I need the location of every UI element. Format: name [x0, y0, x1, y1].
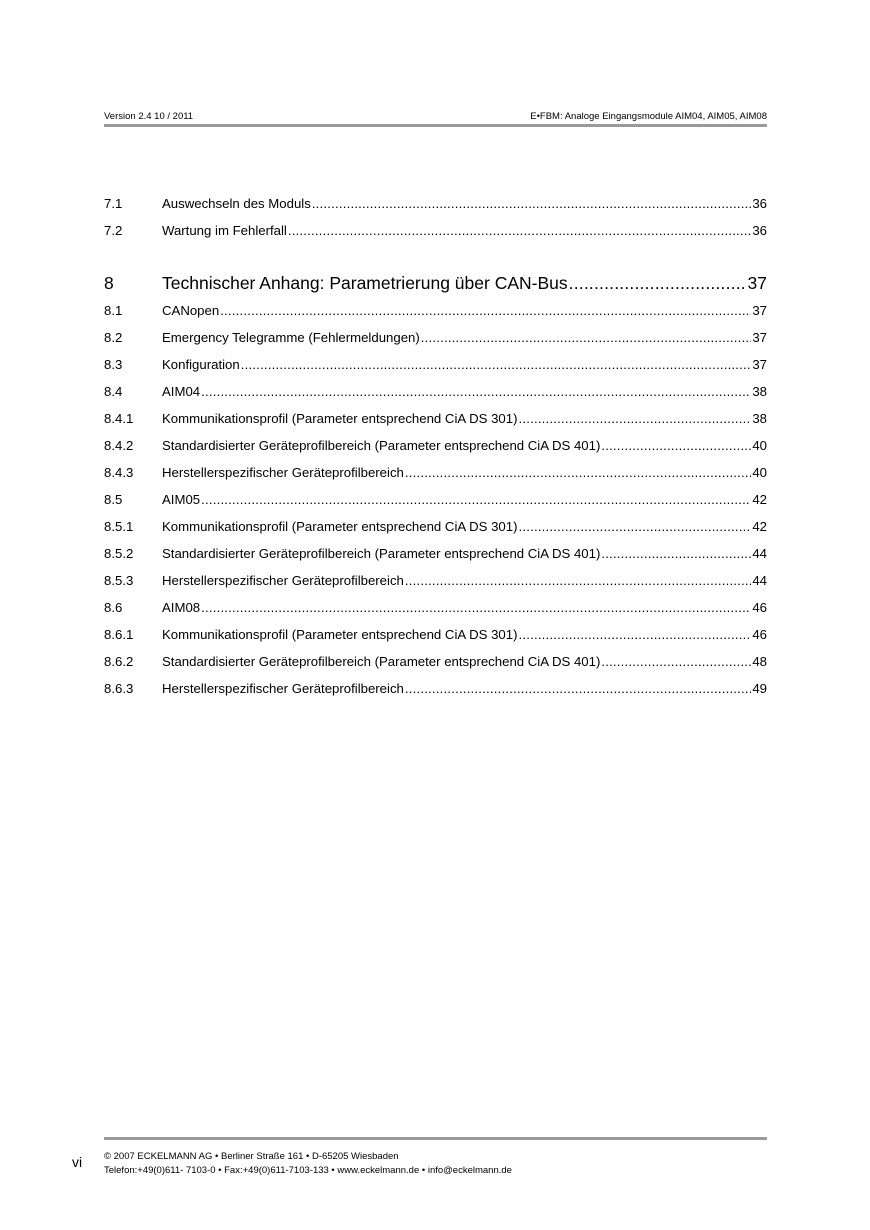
toc-entry-page: 42: [752, 492, 767, 507]
toc-entry-8-4-3[interactable]: [104, 464, 767, 482]
toc-entry-number: 7.1: [104, 196, 123, 211]
footer-rule: [104, 1137, 767, 1140]
dot-leader: [519, 518, 752, 536]
dot-leader: [405, 572, 751, 590]
toc-entry-title: CANopen: [162, 303, 220, 318]
page-number: vi: [72, 1154, 83, 1170]
dot-leader: [601, 653, 751, 671]
toc-entry-7-1[interactable]: [104, 195, 767, 213]
toc-entry-number: 8.1: [104, 303, 123, 318]
toc-entry-number: 8.5.3: [104, 573, 134, 588]
dot-leader: [421, 329, 752, 347]
toc-entry-number: 8.2: [104, 330, 123, 345]
toc-entry-number: 8.5.1: [104, 519, 134, 534]
toc-entry-page: 37: [747, 273, 767, 293]
toc-entry-page: 37: [752, 303, 767, 318]
toc-entry-number: 8: [104, 273, 114, 293]
dot-leader: [220, 302, 751, 320]
toc-entry-title: Auswechseln des Moduls: [162, 196, 311, 211]
toc-entry-number: 8.3: [104, 357, 123, 372]
toc-entry-number: 8.4.2: [104, 438, 134, 453]
toc-entry-number: 8.5: [104, 492, 123, 507]
toc-entry-page: 36: [752, 223, 767, 238]
toc-entry-8-6-2[interactable]: [104, 653, 767, 671]
header-version: Version 2.4 10 / 2011: [104, 111, 194, 122]
toc-entry-title: Kommunikationsprofil (Parameter entsprechend CiA DS 301): [162, 519, 518, 534]
toc-entry-number: 8.4.3: [104, 465, 134, 480]
dot-leader: [601, 545, 751, 563]
toc-entry-page: 46: [752, 600, 767, 615]
dot-leader: [201, 599, 751, 617]
header-document-title: E•FBM: Analoge Eingangsmodule AIM04, AIM05, AIM08: [530, 111, 767, 122]
toc-entry-8-1[interactable]: [104, 302, 767, 320]
footer-contact: Telefon:+49(0)611- 7103-0 • Fax:+49(0)611-7103-133 • www.eckelmann.de • info@eckelmann.de: [104, 1165, 512, 1176]
dot-leader: [519, 410, 752, 428]
toc-entry-number: 8.6.3: [104, 681, 134, 696]
toc-entry-8-5-2[interactable]: [104, 545, 767, 563]
toc-entry-title: Herstellerspezifischer Geräteprofilbereich: [162, 573, 404, 588]
toc-entry-page: 49: [752, 681, 767, 696]
toc-entry-page: 40: [752, 465, 767, 480]
toc-entry-title: Standardisierter Geräteprofilbereich (Parameter entsprechend CiA DS 401): [162, 546, 601, 561]
toc-entry-7-2[interactable]: [104, 222, 767, 240]
toc-entry-page: 38: [752, 384, 767, 399]
toc-entry-8-4-2[interactable]: [104, 437, 767, 455]
toc-entry-8-4[interactable]: [104, 383, 767, 401]
toc-entry-8-5-3[interactable]: [104, 572, 767, 590]
toc-entry-title: AIM04: [162, 384, 201, 399]
toc-entry-page: 40: [752, 438, 767, 453]
toc-entry-title: Herstellerspezifischer Geräteprofilbereich: [162, 681, 404, 696]
toc-entry-title: Emergency Telegramme (Fehlermeldungen): [162, 330, 420, 345]
page-header: [104, 111, 767, 122]
header-rule: [104, 124, 767, 127]
toc-entry-8-4-1[interactable]: [104, 410, 767, 428]
dot-leader: [569, 271, 747, 295]
toc-entry-title: Kommunikationsprofil (Parameter entsprechend CiA DS 301): [162, 411, 518, 426]
toc-entry-8-3[interactable]: [104, 356, 767, 374]
dot-leader: [201, 383, 751, 401]
toc-entry-page: 38: [752, 411, 767, 426]
toc-entry-number: 8.6.2: [104, 654, 134, 669]
toc-entry-title: AIM05: [162, 492, 201, 507]
toc-entry-page: 46: [752, 627, 767, 642]
toc-entry-8-2[interactable]: [104, 329, 767, 347]
toc-entry-number: 8.4: [104, 384, 123, 399]
dot-leader: [241, 356, 752, 374]
toc-entry-number: 8.4.1: [104, 411, 134, 426]
dot-leader: [405, 464, 751, 482]
footer-address: © 2007 ECKELMANN AG • Berliner Straße 161 • D-65205 Wiesbaden: [104, 1151, 399, 1162]
toc-entry-page: 36: [752, 196, 767, 211]
dot-leader: [601, 437, 751, 455]
toc-entry-title: Standardisierter Geräteprofilbereich (Parameter entsprechend CiA DS 401): [162, 438, 601, 453]
toc-entry-number: 8.6: [104, 600, 123, 615]
toc-entry-number: 8.6.1: [104, 627, 134, 642]
dot-leader: [405, 680, 751, 698]
toc-entry-page: 44: [752, 573, 767, 588]
toc-entry-number: 8.5.2: [104, 546, 134, 561]
dot-leader: [519, 626, 752, 644]
toc-entry-title: Konfiguration: [162, 357, 240, 372]
toc-entry-8-6-1[interactable]: [104, 626, 767, 644]
toc-entry-title: Technischer Anhang: Parametrierung über CAN-Bus: [162, 273, 568, 293]
dot-leader: [288, 222, 751, 240]
toc-entry-8-5[interactable]: [104, 491, 767, 509]
toc-entry-page: 37: [752, 357, 767, 372]
toc-entry-page: 42: [752, 519, 767, 534]
toc-entry-page: 44: [752, 546, 767, 561]
toc-entry-title: Kommunikationsprofil (Parameter entsprechend CiA DS 301): [162, 627, 518, 642]
toc-entry-title: Herstellerspezifischer Geräteprofilbereich: [162, 465, 404, 480]
toc-chapter-8[interactable]: [104, 271, 767, 295]
toc-entry-title: AIM08: [162, 600, 201, 615]
dot-leader: [312, 195, 752, 213]
toc-entry-8-5-1[interactable]: [104, 518, 767, 536]
toc-entry-8-6[interactable]: [104, 599, 767, 617]
toc-entry-page: 48: [752, 654, 767, 669]
dot-leader: [201, 491, 751, 509]
toc-entry-title: Standardisierter Geräteprofilbereich (Parameter entsprechend CiA DS 401): [162, 654, 601, 669]
toc-entry-number: 7.2: [104, 223, 123, 238]
toc-entry-8-6-3[interactable]: [104, 680, 767, 698]
toc-entry-title: Wartung im Fehlerfall: [162, 223, 287, 238]
toc-entry-page: 37: [752, 330, 767, 345]
